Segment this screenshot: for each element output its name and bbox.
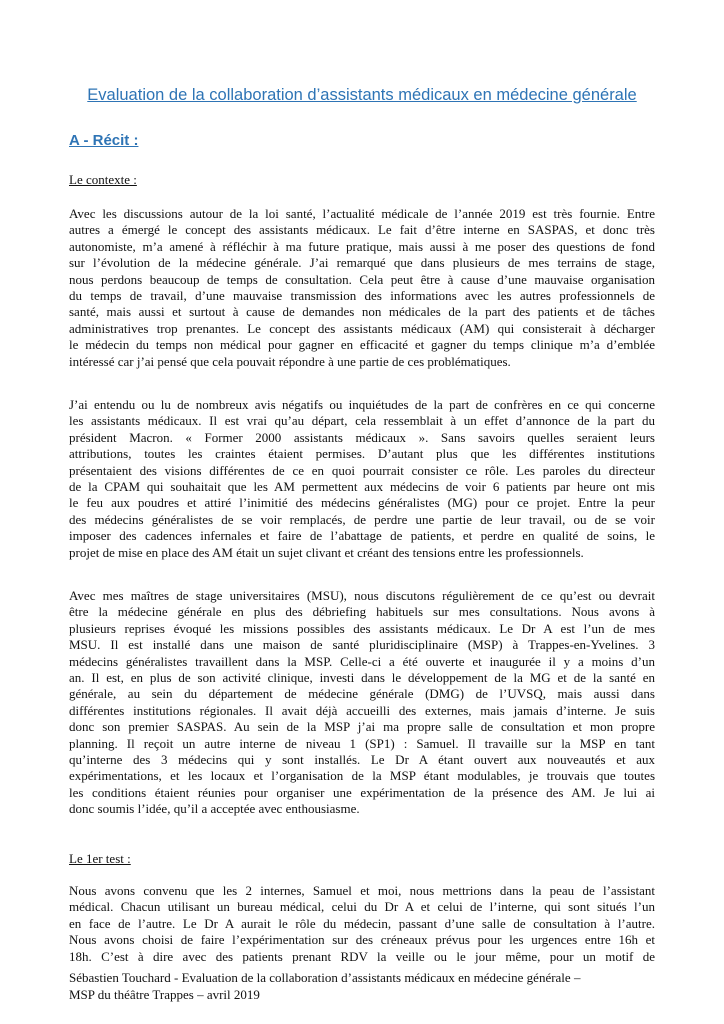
text-line: le feu aux poudres et attiré l’inimitié des médecins généralistes (MG) pour ce projet. Entre la peur [69, 495, 655, 511]
text-line: qu’interne des 3 médecins qui y sont installés. Le Dr A étant ouvert aux nouveautés et aux [69, 751, 655, 767]
text-line: présentaient des visions différentes de ce en quoi pourrait consister ce rôle. Les paroles du directeur [69, 462, 655, 478]
text-line: différentes institutions régionales. Il avait déjà accueilli des externes, mais jamais d’interne. Je suis [69, 702, 655, 718]
text-line: Nous avons choisi de faire l’expérimentation sur des créneaux prévus pour les urgences entre 16h et [69, 932, 655, 948]
text-line: Avec mes maîtres de stage universitaires (MSU), nous discutons régulièrement de ce qu’est ou devrait [69, 588, 655, 603]
text-line: président Macron. « Former 2000 assistants médicaux ». Sans savoirs quelles seraient leurs [69, 429, 655, 445]
text-line: administratives trop prenantes. Le concept des assistants médicaux (AM) qui consisterait à décharger [69, 320, 655, 336]
document-title: Evaluation de la collaboration d’assistants médicaux en médecine générale [87, 86, 637, 104]
text-line: les conditions étaient réunies pour organiser une expérimentation de la présence des AM. Je lui ai [69, 784, 655, 800]
text-line: autres a émergé le concept des assistants médicaux. Le fait d’être interne en SASPAS, et donc très [69, 222, 655, 238]
text-line: autonomiste, m’a amené à réfléchir à ma future pratique, mais aussi à me poser des questions de fond [69, 238, 655, 254]
text-line: de la CPAM qui souhaitait que les AM permettent aux médecins de voir 6 patients par heure ont mis [69, 478, 655, 494]
text-line: le médecin du temps non médical pour gagner en efficacité et gagner du temps clinique m’a d’emblée [69, 337, 655, 353]
text-line: expérimentations, et les locaux et l’organisation de la MSP étant modulables, je trouvais que toutes [69, 768, 655, 784]
footer-line: MSP du théâtre Trappes – avril 2019 [69, 987, 260, 1002]
text-line: J’ai entendu ou lu de nombreux avis négatifs ou inquiétudes de la part de confrères en ce qui concerne [69, 397, 655, 412]
paragraph-4 [69, 883, 655, 965]
text-line: Nous avons convenu que les 2 internes, Samuel et moi, nous mettrions dans la peau de l’assistant [69, 883, 655, 898]
text-line: plusieurs reprises évoqué les missions possibles des assistants médicaux. Le Dr A est l’un de mes [69, 620, 655, 636]
text-line: santé, mais aussi et surtout à cause de demandes non médicales de la part des patients et de tâches [69, 304, 655, 320]
text-line: les assistants médicaux. Il est vrai qu’au départ, cela ressemblait à un effet d’annonce de la part du [69, 413, 655, 429]
text-line: médecins généralistes travaillent dans la MSP. Celle-ci a été ouverte et inaugurée il y a moins d’un [69, 653, 655, 669]
text-line: nous perdons beaucoup de temps de consultation. Cela peut être à cause d’une mauvaise organisation [69, 271, 655, 287]
text-line: médical. Chacun utilisant un bureau médical, celui du Dr A et celui de l’interne, qui sont situés l’un [69, 899, 655, 915]
paragraph-1 [69, 206, 655, 370]
text-line: Avec les discussions autour de la loi santé, l’actualité médicale de l’année 2019 est très fournie. Entre [69, 206, 655, 221]
footer-line: Sébastien Touchard - Evaluation de la collaboration d’assistants médicaux en médecine générale – [69, 970, 581, 985]
text-line: attributions, toutes les craintes étaient permises. D’autant plus que les différentes institutions [69, 446, 655, 462]
text-line: être la médecine générale en plus des débriefing habituels sur mes consultations. Nous avons à [69, 604, 655, 620]
text-line: du temps de travail, d’une mauvaise transmission des informations avec les autres professionnels de [69, 287, 655, 303]
paragraph-3 [69, 588, 655, 817]
subheading-contexte: Le contexte : [69, 172, 137, 187]
text-line: donc son premier SASPAS. Au sein de la MSP j’ai ma propre salle de consultation et mon propre [69, 719, 655, 735]
text-line: générale, au sein du département de médecine générale (DMG) de l’UVSQ, mais aussi dans [69, 686, 655, 702]
text-line: projet de mise en place des AM était un sujet clivant et créant des tensions entre les professionnels. [69, 544, 584, 560]
page-footer [69, 969, 669, 1003]
text-line: 18h. C’est à dire avec des patients prenant RDV la veille ou le jour même, pour un motif de [69, 948, 655, 964]
text-line: donc soumis l’idée, qu’il a acceptée avec enthousiasme. [69, 801, 360, 817]
subheading-premier-test: Le 1er test : [69, 851, 131, 866]
text-line: MSU. Il est installé dans une maison de santé pluridisciplinaire (MSP) à Trappes-en-Yvelines. 3 [69, 637, 655, 653]
section-heading: A - Récit : [69, 132, 139, 149]
text-line: sur l’évolution de la médecine générale. J’ai remarqué que dans plusieurs de mes terrains de stage, [69, 255, 655, 271]
text-line: intéressé car j’ai pensé que cela pouvait répondre à une partie de ces problématiques. [69, 353, 511, 369]
text-line: an. Il est, en plus de son activité clinique, investi dans le développement de la MG et de la santé en [69, 669, 655, 685]
text-line: en face de l’autre. Le Dr A aurait le rôle du médecin, passant d’une salle de consultation à l’autre. [69, 915, 655, 931]
text-line: imposer des cadences infernales et faire de l’abattage de patients, et perdre en qualité de soins, le [69, 528, 655, 544]
text-line: planning. Il reçoit un autre interne de niveau 1 (SP1) : Samuel. Il travaille sur la MSP en tant [69, 735, 655, 751]
paragraph-2 [69, 397, 655, 561]
text-line: des médecins généralistes de se voir remplacés, de perdre une partie de leur travail, ou de se voir [69, 511, 655, 527]
